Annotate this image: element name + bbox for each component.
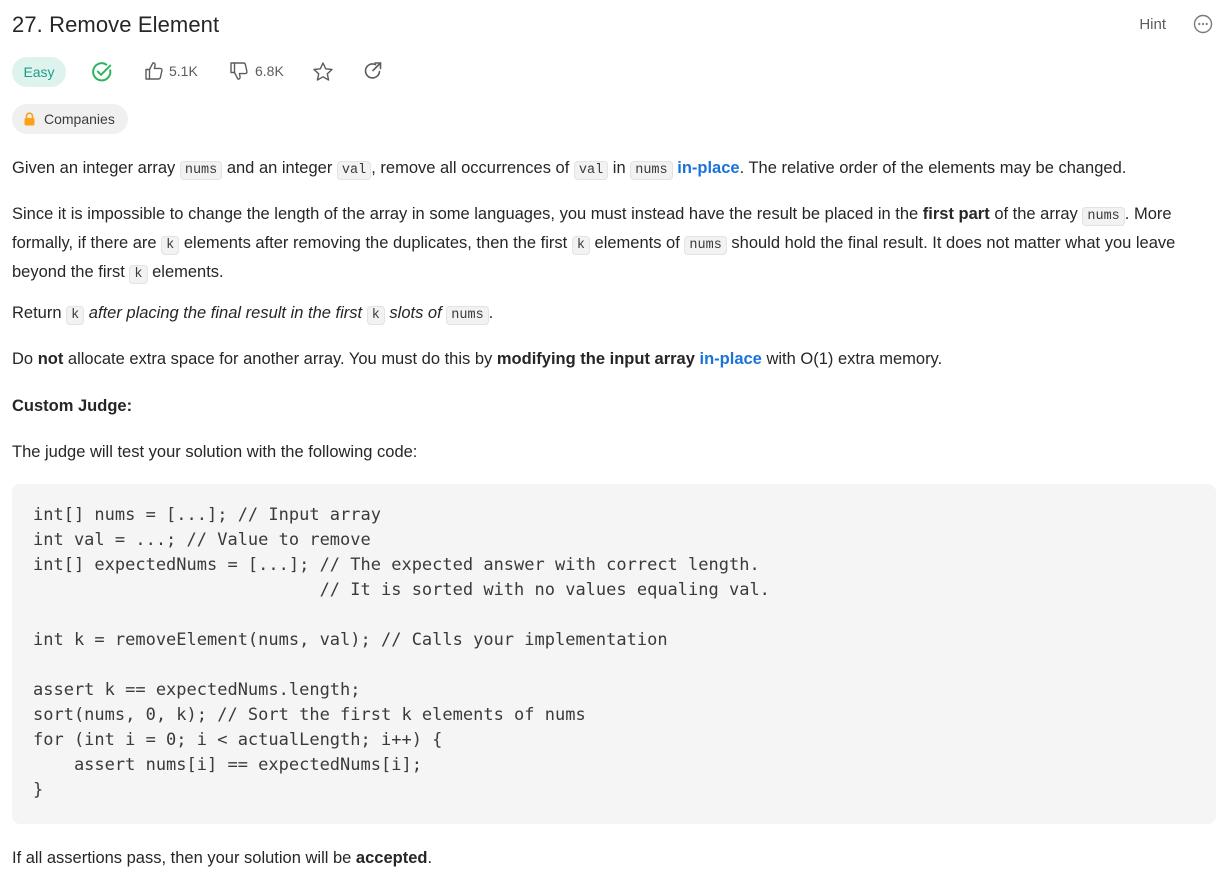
inline-code: k [129, 265, 147, 284]
difficulty-badge: Easy [12, 57, 66, 87]
in-place-link[interactable]: in-place [677, 159, 740, 177]
bold-text: not [37, 350, 64, 368]
custom-judge-heading: Custom Judge: [12, 397, 133, 415]
thumbs-up-icon[interactable] [144, 61, 164, 81]
share-icon[interactable] [363, 61, 383, 81]
title-row [12, 10, 1216, 42]
inline-code: nums [180, 161, 222, 180]
inline-code: nums [1082, 207, 1124, 226]
inline-code: val [574, 161, 608, 180]
inline-code: k [161, 236, 179, 255]
description-paragraph-2: Since it is impossible to change the length of the array in some languages, you must instead have the result be placed in the first part of the array nums . More formally, if there are k elements after removing the duplicates, then the first k elements of nums should hold the final result. It does not matter what you leave beyond the first k elements. [12, 205, 1176, 282]
problem-meta-row [12, 57, 612, 87]
bold-text: first part [922, 205, 990, 223]
description-paragraph-3: Return k after placing the final result in the first k slots of nums . [12, 304, 494, 323]
description-paragraph-4: Do not allocate extra space for another array. You must do this by modifying the input array in-place with O(1) extra memory. [12, 350, 943, 368]
in-place-link[interactable]: in-place [699, 350, 762, 368]
companies-button[interactable] [12, 104, 128, 134]
thumbs-down-icon[interactable] [229, 61, 249, 81]
bold-text: accepted [355, 849, 428, 867]
problem-title: 27. Remove Element [12, 12, 220, 37]
inline-code: k [66, 306, 84, 325]
companies-label: Companies [44, 111, 115, 127]
description-paragraph-1: Given an integer array nums and an integer val , remove all occurrences of val in nums in-place. The relative order of the elements may be changed. [12, 159, 1127, 178]
inline-code: k [572, 236, 590, 255]
code-block [12, 484, 1216, 824]
description-paragraph-5: The judge will test your solution with the following code: [12, 443, 418, 461]
code-block-content: int[] nums = [...]; // Input array int val = ...; // Value to remove int[] expectedNums = [...]; // The expected answer with correct length. // It is sorted with no values equaling val. int k = removeElement(nums, val); // Calls your implementation assert k == expectedNums.length; sort(nums, 0, k); // Sort the first k elements of nums for (int i = 0; i < actualLength; i++) { assert nums[i] == expectedNums[i]; } [33, 505, 770, 800]
dislike-count: 6.8K [255, 63, 284, 79]
inline-code: nums [684, 236, 726, 255]
bold-text: modifying the input array [496, 350, 695, 368]
inline-code: nums [630, 161, 672, 180]
inline-code: k [367, 306, 385, 325]
more-icon[interactable] [1193, 14, 1213, 34]
solved-check-icon [91, 61, 113, 83]
inline-code: nums [446, 306, 488, 325]
lock-icon [23, 112, 36, 126]
hint-button[interactable]: Hint [1139, 16, 1166, 33]
description-paragraph-6: If all assertions pass, then your solution will be accepted. [12, 849, 433, 867]
inline-code: val [337, 161, 371, 180]
star-icon[interactable] [312, 61, 334, 83]
like-count: 5.1K [169, 63, 198, 79]
